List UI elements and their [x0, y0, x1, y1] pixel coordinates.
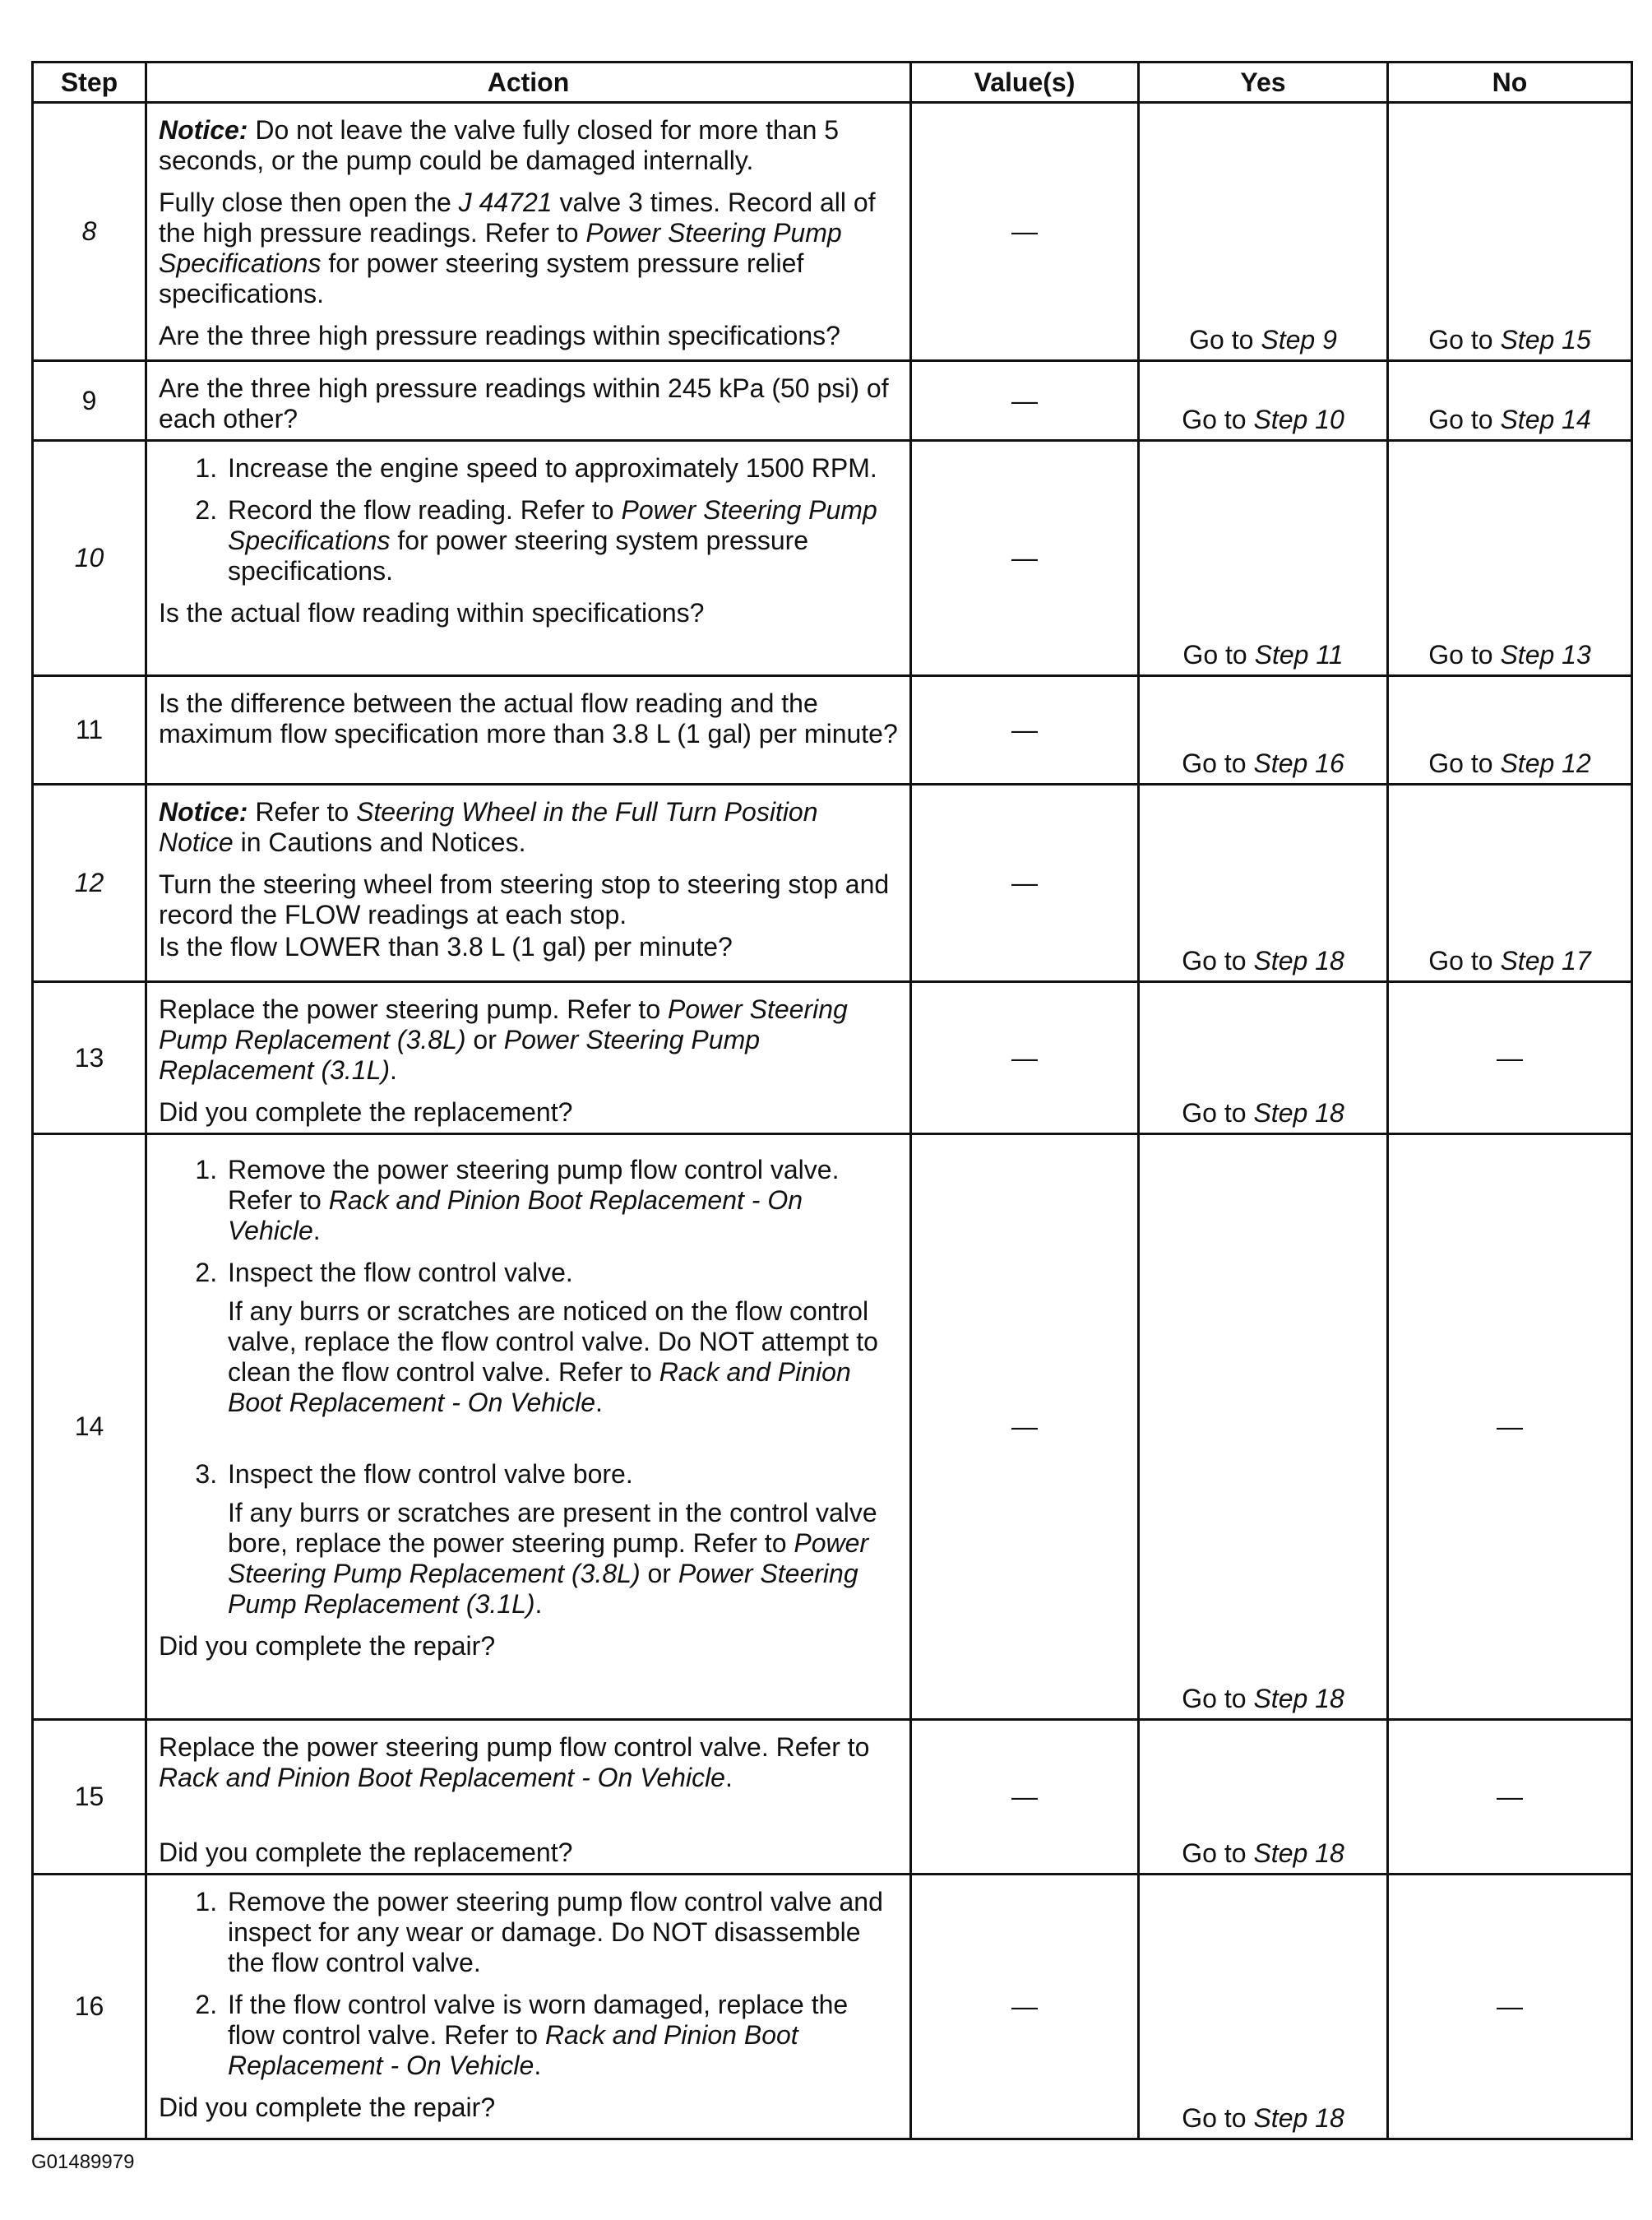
doc-ref: Power Steering Pump Replacement (3.1L)	[159, 1025, 761, 1085]
instruction-text: valve 3 times. Record all of the high pressure readings. Refer to	[159, 188, 876, 248]
instruction-text: Remove the power steering pump flow control valve. Refer to	[228, 1155, 840, 1215]
question: Are the three high pressure readings within specifications?	[159, 321, 840, 350]
goto-label: Go to	[1182, 640, 1247, 670]
goto-label: Go to	[1428, 946, 1493, 976]
yes-step-link[interactable]: Step 18	[1253, 1684, 1344, 1713]
value-cell: —	[911, 103, 1139, 361]
table-row-step-14	[33, 1134, 1632, 1720]
yes-cell	[1139, 1134, 1388, 1720]
value-cell: —	[911, 982, 1139, 1134]
goto-label: Go to	[1182, 946, 1247, 976]
question: Did you complete the replacement?	[159, 1838, 573, 1867]
value-cell: —	[911, 441, 1139, 676]
notice	[159, 115, 898, 176]
instruction-text: .	[595, 1388, 603, 1417]
step-number: 8	[33, 103, 146, 361]
question: Did you complete the repair?	[159, 2093, 496, 2122]
action-cell	[146, 785, 911, 982]
table-row-step-11	[33, 676, 1632, 785]
no-cell	[1388, 103, 1632, 361]
procedure-item	[224, 1459, 898, 1620]
question: Is the actual flow reading within specifications?	[159, 598, 705, 628]
doc-ref: Power Steering Pump Replacement (3.8L)	[159, 994, 848, 1054]
procedure-item	[224, 495, 898, 586]
question: Did you complete the repair?	[159, 1631, 496, 1661]
header-values: Value(s)	[911, 63, 1139, 103]
doc-ref: Power Steering Pump Specifications	[159, 218, 842, 278]
action-cell	[146, 1134, 911, 1720]
instruction	[159, 188, 898, 309]
yes-step-link[interactable]: Step 10	[1253, 405, 1344, 434]
no-cell	[1388, 785, 1632, 982]
procedure-item: 1. Remove the power steering pump flow control valve and inspect for any wear or damage. Do NOT disassemble the flow control valve.	[224, 1887, 898, 1978]
no-cell	[1388, 676, 1632, 785]
table-row-step-9	[33, 361, 1632, 441]
notice-label: Notice:	[159, 797, 248, 827]
doc-ref: Rack and Pinion Boot Replacement - On Vehicle	[228, 1357, 851, 1417]
instruction-text: .	[534, 1589, 543, 1619]
instruction-text: Record the flow reading. Refer to	[228, 495, 614, 525]
header-step: Step	[33, 63, 146, 103]
action-cell	[146, 982, 911, 1134]
doc-ref: Rack and Pinion Boot Replacement - On Vehicle	[228, 2020, 798, 2080]
yes-step-link[interactable]: Step 16	[1253, 748, 1344, 778]
instruction: Turn the steering wheel from steering stop to steering stop and record the FLOW readings at each stop.	[159, 869, 890, 929]
step-number: 12	[33, 785, 146, 982]
instruction-text: Fully close then open the	[159, 188, 451, 217]
yes-cell	[1139, 1875, 1388, 2139]
procedure-detail	[228, 1498, 898, 1620]
no-cell: —	[1388, 982, 1632, 1134]
table-row-step-16	[33, 1875, 1632, 2139]
instruction-text: Inspect the flow control valve bore.	[228, 1459, 633, 1489]
table-header-row	[33, 63, 1632, 103]
no-cell: —	[1388, 1134, 1632, 1720]
no-step-link[interactable]: Step 13	[1500, 640, 1591, 670]
goto-label: Go to	[1182, 1098, 1247, 1128]
no-step-link[interactable]: Step 14	[1500, 405, 1591, 434]
goto-label: Go to	[1428, 640, 1493, 670]
header-no: No	[1388, 63, 1632, 103]
instruction-text: If any burrs or scratches are noticed on the flow control valve, replace the flow control valve. Do NOT attempt to clean the flow control valve. Refer to	[228, 1296, 878, 1387]
goto-label: Go to	[1428, 405, 1493, 434]
yes-step-link[interactable]: Step 11	[1254, 640, 1344, 670]
action-cell	[146, 1875, 911, 2139]
yes-step-link[interactable]: Step 18	[1253, 946, 1344, 976]
instruction-text: .	[724, 1763, 733, 1792]
instruction-text: or	[647, 1559, 671, 1588]
goto-label: Go to	[1428, 325, 1493, 355]
value-cell: —	[911, 1720, 1139, 1875]
question: Is the difference between the actual flow reading and the maximum flow specification more than 3.8 L (1 gal) per minute?	[159, 688, 898, 748]
header-action: Action	[146, 63, 911, 103]
value-cell: —	[911, 785, 1139, 982]
yes-step-link[interactable]: Step 18	[1253, 1098, 1344, 1128]
step-number: 9	[33, 361, 146, 441]
instruction-text: or	[473, 1025, 497, 1054]
notice-text: Refer to	[255, 797, 349, 827]
step-number: 14	[33, 1134, 146, 1720]
doc-ref: Power Steering Pump Replacement (3.8L)	[228, 1528, 869, 1588]
doc-ref: Rack and Pinion Boot Replacement - On Vehicle	[228, 1185, 803, 1245]
goto-label: Go to	[1182, 2103, 1247, 2133]
instruction-text: Inspect the flow control valve.	[228, 1258, 573, 1287]
instruction-text: for power steering system pressure relief specifications.	[159, 248, 804, 308]
goto-label: Go to	[1182, 1838, 1247, 1868]
instruction-text: Replace the power steering pump flow control valve. Refer to	[159, 1732, 870, 1762]
action-cell	[146, 1720, 911, 1875]
diagnostic-table	[31, 61, 1633, 2140]
notice	[159, 797, 898, 858]
table-row-step-15	[33, 1720, 1632, 1875]
yes-cell	[1139, 982, 1388, 1134]
no-cell: —	[1388, 1720, 1632, 1875]
step-number: 16	[33, 1875, 146, 2139]
instruction	[159, 1732, 898, 1793]
no-step-link[interactable]: Step 12	[1500, 748, 1591, 778]
yes-cell	[1139, 1720, 1388, 1875]
procedure-list	[159, 453, 898, 586]
notice-text: in Cautions and Notices.	[240, 827, 526, 857]
step-number: 13	[33, 982, 146, 1134]
instruction-text: If any burrs or scratches are present in the control valve bore, replace the power steering pump. Refer to	[228, 1498, 877, 1558]
doc-ref: Rack and Pinion Boot Replacement - On Vehicle	[159, 1763, 725, 1792]
procedure-item	[224, 1990, 898, 2081]
procedure-list	[159, 1887, 898, 2081]
table-row-step-8	[33, 103, 1632, 361]
procedure-item: 1. Increase the engine speed to approximately 1500 RPM.	[224, 453, 898, 484]
table-row-step-13	[33, 982, 1632, 1134]
figure-code: G01489979	[31, 2151, 135, 2173]
header-yes: Yes	[1139, 63, 1388, 103]
instruction-text: If the flow control valve is worn damaged, replace the flow control valve. Refer to	[228, 1990, 849, 2050]
question: Did you complete the replacement?	[159, 1097, 573, 1127]
yes-cell	[1139, 103, 1388, 361]
notice-text: Do not leave the valve fully closed for more than 5 seconds, or the pump could be damaged internally.	[159, 115, 840, 175]
doc-ref: Steering Wheel in the Full Turn Position Notice	[159, 797, 818, 857]
no-cell	[1388, 441, 1632, 676]
instruction-text: .	[312, 1216, 321, 1245]
step-number: 11	[33, 676, 146, 785]
table-row-step-12	[33, 785, 1632, 982]
instruction	[159, 994, 898, 1086]
no-step-link[interactable]: Step 17	[1500, 946, 1591, 976]
yes-step-link[interactable]: Step 18	[1253, 2103, 1344, 2133]
action-cell	[146, 676, 911, 785]
question: Are the three high pressure readings within 245 kPa (50 psi) of each other?	[159, 373, 889, 433]
no-cell: —	[1388, 1875, 1632, 2139]
goto-label: Go to	[1182, 748, 1247, 778]
procedure-item	[224, 1155, 898, 1246]
value-cell: —	[911, 676, 1139, 785]
procedure-list	[159, 1155, 898, 1620]
action-cell	[146, 441, 911, 676]
doc-ref: Power Steering Pump Specifications	[228, 495, 877, 555]
value-cell: —	[911, 1875, 1139, 2139]
yes-cell	[1139, 361, 1388, 441]
goto-label: Go to	[1189, 325, 1254, 355]
instruction-text: Replace the power steering pump. Refer to	[159, 994, 661, 1024]
step-number: 15	[33, 1720, 146, 1875]
instruction-text: .	[534, 2051, 542, 2080]
value-cell: —	[911, 361, 1139, 441]
yes-cell	[1139, 785, 1388, 982]
goto-label: Go to	[1182, 1684, 1247, 1713]
procedure-detail	[228, 1296, 898, 1418]
yes-cell	[1139, 441, 1388, 676]
instruction-text: for power steering system pressure specifications.	[228, 526, 809, 586]
step-number: 10	[33, 441, 146, 676]
value-cell: —	[911, 1134, 1139, 1720]
yes-step-link[interactable]: Step 18	[1253, 1838, 1344, 1868]
tool-ref: J 44721	[458, 188, 553, 217]
yes-step-link[interactable]: Step 9	[1261, 325, 1337, 355]
no-cell	[1388, 361, 1632, 441]
action-cell	[146, 361, 911, 441]
instruction-text: .	[390, 1055, 397, 1085]
notice-label: Notice:	[159, 115, 248, 145]
yes-cell	[1139, 676, 1388, 785]
table-row-step-10	[33, 441, 1632, 676]
procedure-item	[224, 1258, 898, 1418]
goto-label: Go to	[1182, 405, 1247, 434]
goto-label: Go to	[1428, 748, 1493, 778]
doc-ref: Power Steering Pump Replacement (3.1L)	[228, 1559, 858, 1619]
question: Is the flow LOWER than 3.8 L (1 gal) per minute?	[159, 932, 733, 962]
action-cell	[146, 103, 911, 361]
no-step-link[interactable]: Step 15	[1500, 325, 1591, 355]
